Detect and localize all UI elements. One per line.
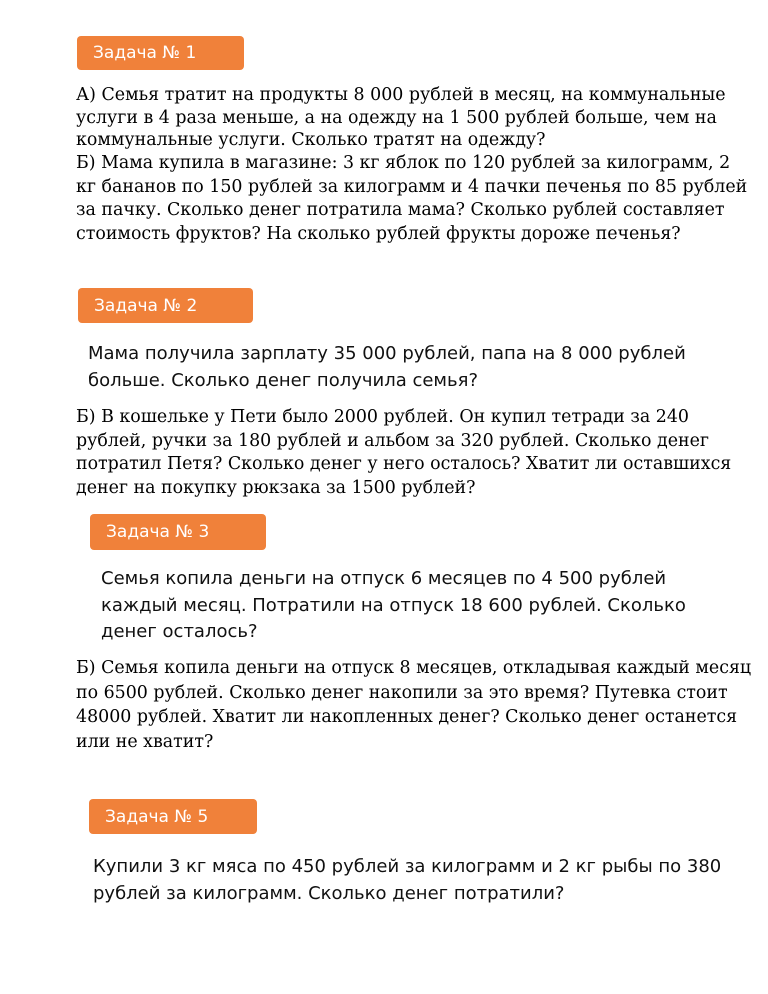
task-3-part-b (76, 656, 751, 754)
task-2-badge: Задача № 2 (78, 288, 253, 323)
text-line: денег на покупку рюкзака за 1500 рублей? (76, 478, 476, 499)
text-line: Семья копила деньги на отпуск 6 месяцев по 4 500 рублей (101, 568, 667, 589)
text-line: кг бананов по 150 рублей за килограмм и 4 пачки печенья по 85 рублей (76, 176, 748, 197)
text-line: или не хватит? (76, 731, 214, 752)
text-line: рублей за килограмм. Сколько денег потратили? (93, 882, 565, 904)
text-line: денег осталось? (101, 621, 258, 642)
task-5-badge: Задача № 5 (89, 799, 257, 834)
task-3-part-a (101, 566, 686, 646)
text-line: стоимость фруктов? На сколько рублей фрукты дороже печенья? (76, 223, 681, 244)
text-line: рублей, ручки за 180 рублей и альбом за 320 рублей. Сколько денег (76, 430, 710, 451)
task-3-badge: Задача № 3 (90, 514, 266, 550)
text-line: Б) Семья копила деньги на отпуск 8 месяцев, откладывая каждый месяц (76, 658, 752, 678)
task-2-part-b (76, 406, 731, 501)
text-line: Мама получила зарплату 35 000 рублей, папа на 8 000 рублей (88, 343, 686, 364)
task-1-part-b (76, 152, 747, 246)
text-line: А) Семья тратит на продукты 8 000 рублей в месяц, на коммунальные (76, 85, 726, 105)
text-line: больше. Сколько денег получила семья? (88, 369, 478, 391)
text-line: 48000 рублей. Хватит ли накопленных денег? Сколько денег останется (76, 707, 738, 727)
task-5-part-a (93, 854, 721, 907)
text-line: по 6500 рублей. Сколько денег накопили за это время? Путевка стоит (76, 682, 728, 703)
text-line: Купили 3 кг мяса по 450 рублей за килограмм и 2 кг рыбы по 380 (93, 856, 722, 877)
text-line: Б) В кошельке у Пети было 2000 рублей. Он купил тетради за 240 (76, 407, 689, 427)
text-line: коммунальные услуги. Сколько тратят на одежду? (76, 130, 546, 151)
text-line: за пачку. Сколько денег потратила мама? Сколько рублей составляет (76, 200, 725, 220)
task-1-badge: Задача № 1 (77, 36, 244, 70)
text-line: услуги в 4 раза меньше, а на одежду на 1 500 рублей больше, чем на (76, 107, 717, 128)
text-line: потратил Петя? Сколько денег у него осталось? Хватит ли оставшихся (76, 454, 732, 475)
text-line: каждый месяц. Потратили на отпуск 18 600 рублей. Сколько (101, 594, 686, 616)
task-2-part-a (88, 341, 686, 394)
task-1-part-a (76, 84, 726, 152)
text-line: Б) Мама купила в магазине: 3 кг яблок по 120 рублей за килограмм, 2 (76, 153, 731, 173)
